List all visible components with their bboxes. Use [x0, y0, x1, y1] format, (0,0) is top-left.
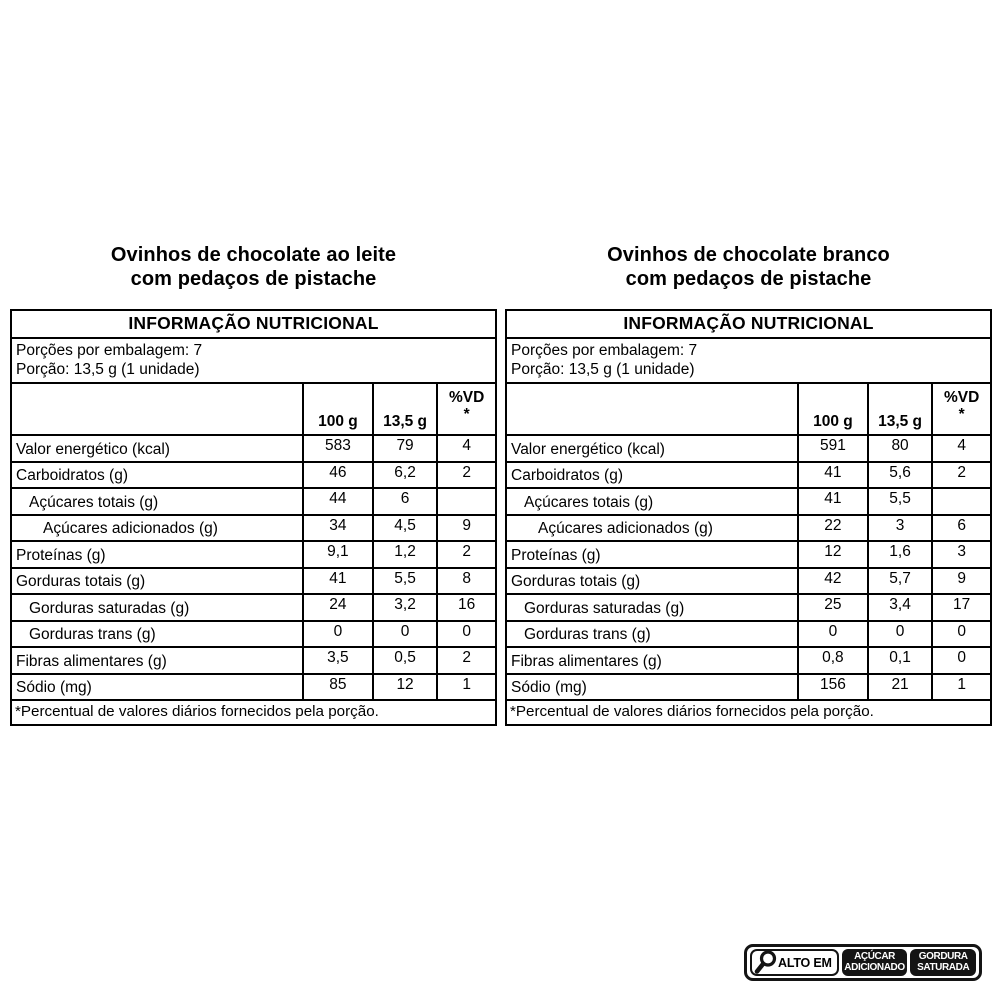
value-vd: 0	[932, 647, 991, 674]
nutrient-row	[11, 647, 496, 674]
tag-line2: SATURADA	[917, 961, 970, 973]
value-vd: 1	[932, 674, 991, 701]
nutrient-label: Açúcares adicionados (g)	[11, 515, 303, 542]
serving-size: Porção: 13,5 g (1 unidade)	[511, 361, 695, 378]
alto-em-pill	[750, 949, 839, 976]
col-header-100g: 100 g	[798, 383, 868, 435]
value-per-100g: 0,8	[798, 647, 868, 674]
nutrient-label: Proteínas (g)	[506, 541, 798, 568]
nutrient-row	[11, 515, 496, 542]
servings-row	[506, 338, 991, 383]
column-header-row	[506, 383, 991, 435]
alto-em-label: ALTO EM	[778, 955, 832, 970]
nutrient-row	[506, 488, 991, 515]
value-per-100g: 0	[303, 621, 373, 648]
nutrient-label: Gorduras trans (g)	[506, 621, 798, 648]
value-per-100g: 22	[798, 515, 868, 542]
value-per-100g: 591	[798, 435, 868, 462]
value-per-100g: 3,5	[303, 647, 373, 674]
value-vd: 8	[437, 568, 496, 595]
nutrient-label: Sódio (mg)	[11, 674, 303, 701]
value-vd: 17	[932, 594, 991, 621]
col-header-100g: 100 g	[303, 383, 373, 435]
product-title-line1: Ovinhos de chocolate branco	[607, 244, 890, 266]
col-header-empty	[11, 383, 303, 435]
nutrient-row	[506, 462, 991, 489]
value-per-serving: 6	[373, 488, 438, 515]
value-per-100g: 41	[303, 568, 373, 595]
value-vd	[932, 488, 991, 515]
nutrient-label: Gorduras totais (g)	[506, 568, 798, 595]
value-per-serving: 5,5	[373, 568, 438, 595]
warning-tag-acucar-adicionado	[842, 949, 908, 976]
panel-chocolate-ao-leite	[10, 243, 497, 726]
nutrient-row	[11, 674, 496, 701]
nutrient-row	[506, 435, 991, 462]
servings-cell	[506, 338, 991, 383]
nutrient-label: Carboidratos (g)	[506, 462, 798, 489]
value-vd: 16	[437, 594, 496, 621]
nutrient-label: Carboidratos (g)	[11, 462, 303, 489]
nutrient-label: Gorduras totais (g)	[11, 568, 303, 595]
value-vd: 2	[437, 462, 496, 489]
value-vd: 9	[437, 515, 496, 542]
value-per-serving: 1,2	[373, 541, 438, 568]
vd-star: *	[463, 406, 470, 423]
high-in-warning-badge	[744, 944, 982, 981]
nutrient-label: Gorduras saturadas (g)	[506, 594, 798, 621]
tag-line1: AÇÚCAR	[854, 951, 895, 962]
value-vd: 0	[932, 621, 991, 648]
value-per-100g: 44	[303, 488, 373, 515]
table-title: INFORMAÇÃO NUTRICIONAL	[11, 310, 496, 338]
value-per-serving: 0,1	[868, 647, 933, 674]
nutrient-row	[11, 488, 496, 515]
product-title	[10, 243, 497, 293]
servings-row	[11, 338, 496, 383]
col-header-vd	[932, 383, 991, 435]
nutrient-label: Valor energético (kcal)	[506, 435, 798, 462]
table-title: INFORMAÇÃO NUTRICIONAL	[506, 310, 991, 338]
value-per-serving: 0	[868, 621, 933, 648]
nutrition-table	[505, 309, 992, 726]
product-title-line1: Ovinhos de chocolate ao leite	[110, 244, 397, 266]
panel-chocolate-branco	[505, 243, 992, 726]
col-header-vd	[437, 383, 496, 435]
nutrient-label: Gorduras trans (g)	[11, 621, 303, 648]
value-vd: 2	[932, 462, 991, 489]
nutrient-row	[506, 674, 991, 701]
table-title-row	[506, 310, 991, 338]
nutrient-label: Proteínas (g)	[11, 541, 303, 568]
nutrient-label: Açúcares totais (g)	[506, 488, 798, 515]
value-per-serving: 3	[868, 515, 933, 542]
nutrient-label: Açúcares totais (g)	[11, 488, 303, 515]
nutrient-row	[506, 515, 991, 542]
value-per-serving: 4,5	[373, 515, 438, 542]
value-per-100g: 25	[798, 594, 868, 621]
value-per-serving: 3,2	[373, 594, 438, 621]
value-vd: 3	[932, 541, 991, 568]
value-per-100g: 12	[798, 541, 868, 568]
value-vd	[437, 488, 496, 515]
nutrient-label: Gorduras saturadas (g)	[11, 594, 303, 621]
nutrient-label: Valor energético (kcal)	[11, 435, 303, 462]
nutrient-row	[11, 621, 496, 648]
nutrient-label: Fibras alimentares (g)	[11, 647, 303, 674]
value-per-100g: 9,1	[303, 541, 373, 568]
value-per-serving: 3,4	[868, 594, 933, 621]
value-per-serving: 79	[373, 435, 438, 462]
value-per-100g: 0	[798, 621, 868, 648]
warning-tag-gordura-saturada	[910, 949, 976, 976]
nutrient-label: Fibras alimentares (g)	[506, 647, 798, 674]
value-per-100g: 42	[798, 568, 868, 595]
value-per-100g: 583	[303, 435, 373, 462]
product-title-line2: com pedaços de pistache	[130, 268, 377, 290]
value-vd: 1	[437, 674, 496, 701]
value-per-serving: 5,7	[868, 568, 933, 595]
table-footnote: *Percentual de valores diários fornecidos pela porção.	[506, 700, 991, 725]
tag-line1: GORDURA	[918, 951, 968, 962]
nutrient-row	[11, 568, 496, 595]
value-per-serving: 0	[373, 621, 438, 648]
nutrient-row	[506, 621, 991, 648]
value-vd: 0	[437, 621, 496, 648]
tag-line2: ADICIONADO	[844, 961, 905, 973]
col-header-serving: 13,5 g	[868, 383, 933, 435]
nutrient-label: Sódio (mg)	[506, 674, 798, 701]
servings-per-package: Porções por embalagem: 7	[511, 341, 698, 359]
col-header-empty	[506, 383, 798, 435]
value-per-serving: 6,2	[373, 462, 438, 489]
table-title-row	[11, 310, 496, 338]
table-footnote: *Percentual de valores diários fornecidos pela porção.	[11, 700, 496, 725]
magnifier-icon	[753, 949, 778, 976]
value-vd: 2	[437, 541, 496, 568]
nutrient-row	[506, 568, 991, 595]
value-per-100g: 41	[798, 462, 868, 489]
value-per-100g: 34	[303, 515, 373, 542]
nutrient-row	[506, 647, 991, 674]
nutrition-panels	[10, 243, 992, 726]
value-per-serving: 5,6	[868, 462, 933, 489]
nutrition-table	[10, 309, 497, 726]
nutrient-row	[11, 541, 496, 568]
vd-star: *	[958, 406, 965, 423]
nutrient-row	[506, 594, 991, 621]
value-vd: 9	[932, 568, 991, 595]
value-per-100g: 46	[303, 462, 373, 489]
product-title-line2: com pedaços de pistache	[625, 268, 872, 290]
nutrient-row	[11, 594, 496, 621]
nutrient-row	[11, 462, 496, 489]
value-per-serving: 21	[868, 674, 933, 701]
servings-cell	[11, 338, 496, 383]
vd-label: %VD	[448, 389, 485, 406]
value-per-100g: 156	[798, 674, 868, 701]
value-per-100g: 24	[303, 594, 373, 621]
value-vd: 4	[932, 435, 991, 462]
servings-per-package: Porções por embalagem: 7	[16, 341, 203, 359]
footnote-row	[506, 700, 991, 725]
value-per-100g: 85	[303, 674, 373, 701]
column-header-row	[11, 383, 496, 435]
value-vd: 4	[437, 435, 496, 462]
value-per-serving: 5,5	[868, 488, 933, 515]
footnote-row	[11, 700, 496, 725]
nutrient-row	[11, 435, 496, 462]
value-per-serving: 1,6	[868, 541, 933, 568]
vd-label: %VD	[943, 389, 980, 406]
nutrient-label: Açúcares adicionados (g)	[506, 515, 798, 542]
serving-size: Porção: 13,5 g (1 unidade)	[16, 361, 200, 378]
value-vd: 6	[932, 515, 991, 542]
value-per-100g: 41	[798, 488, 868, 515]
value-per-serving: 0,5	[373, 647, 438, 674]
value-vd: 2	[437, 647, 496, 674]
product-title	[505, 243, 992, 293]
value-per-serving: 80	[868, 435, 933, 462]
value-per-serving: 12	[373, 674, 438, 701]
nutrient-row	[506, 541, 991, 568]
col-header-serving: 13,5 g	[373, 383, 438, 435]
